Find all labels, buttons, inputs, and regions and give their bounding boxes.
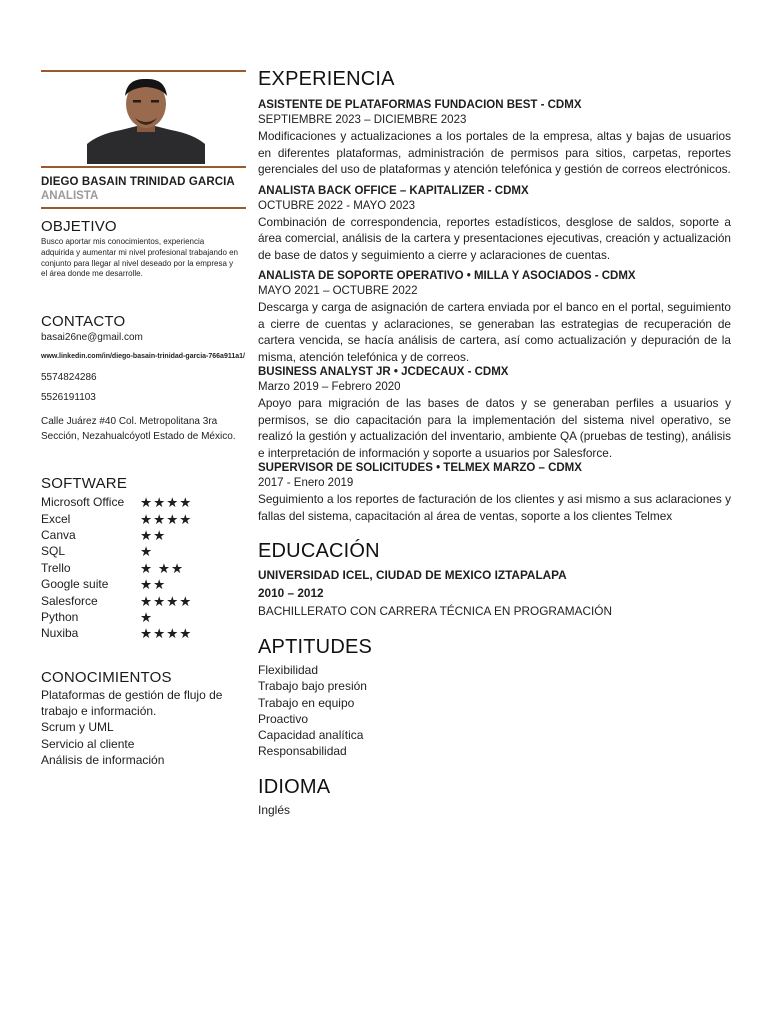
- list-item: Análisis de información: [41, 752, 165, 767]
- software-name: Python: [41, 609, 79, 624]
- list-item: Trabajo en equipo: [258, 695, 355, 710]
- software-name: SQL: [41, 544, 66, 559]
- educacion-section: [258, 538, 731, 620]
- job-description: Descarga y carga de asignación de cartera enviada por el banco en el portal, seguimiento a cierre de cuentas y aclaraciones, se generaban las estrategias de recuperación de cartera vencida, se hacía análisis de cartera, así como actualización y depuración de la misma, atención telefónica y de correos.: [258, 300, 731, 364]
- list-item: Capacidad analítica: [258, 728, 364, 743]
- star-rating-icon: ★★: [140, 577, 167, 593]
- contact-address: Calle Juárez #40 Col. Metropolitana 3ra Sección, Nezahualcóyotl Estado de México.: [41, 416, 236, 443]
- language-item: Inglés: [258, 802, 291, 817]
- conocimientos-heading: CONOCIMIENTOS: [41, 668, 172, 686]
- star-rating-icon: ★★★★: [140, 626, 193, 642]
- sidebar: [41, 70, 246, 768]
- idioma-heading: IDIOMA: [258, 775, 331, 798]
- list-item: Plataformas de gestión de flujo de trabajo e información.: [41, 687, 223, 718]
- software-name: Google suite: [41, 577, 109, 592]
- job-title: BUSINESS ANALYST JR • JCDECAUX - CDMX: [258, 366, 509, 378]
- objetivo-heading: OBJETIVO: [41, 218, 117, 235]
- education-degree: BACHILLERATO CON CARRERA TÉCNICA EN PROGRAMACIÓN: [258, 604, 612, 618]
- objetivo-text: Busco aportar mis conocimientos, experiencia adquirida y aumentar mi nivel profesional trabajando en conjunto para llegar al nivel deseado por la empresa y el área donde me desarrolle.: [41, 237, 239, 279]
- job-entry: [258, 98, 731, 178]
- software-item: [41, 593, 246, 609]
- software-item: [41, 527, 246, 543]
- software-name: Salesforce: [41, 593, 98, 608]
- aptitudes-section: [258, 634, 731, 760]
- photo-divider: [41, 166, 246, 168]
- education-dates: 2010 – 2012: [258, 586, 324, 600]
- software-item: [41, 576, 246, 592]
- main-content: [258, 66, 731, 818]
- contact-linkedin[interactable]: www.linkedin.com/in/diego-basain-trinidad-garcia-766a911a1/: [41, 353, 245, 361]
- software-name: Canva: [41, 527, 76, 542]
- software-name: Trello: [41, 560, 71, 575]
- job-dates: 2017 - Enero 2019: [258, 477, 354, 489]
- name-divider: [41, 207, 246, 209]
- list-item: Servicio al cliente: [41, 736, 135, 751]
- star-rating-icon: ★: [140, 609, 154, 625]
- star-rating-icon: ★★★★: [140, 593, 193, 609]
- experiencia-heading: EXPERIENCIA: [258, 68, 395, 90]
- job-entry: [258, 461, 731, 524]
- job-dates: SEPTIEMBRE 2023 – DICIEMBRE 2023: [258, 114, 467, 126]
- software-name: Nuxiba: [41, 626, 79, 641]
- job-description: Apoyo para migración de las bases de datos y se generaban perfiles a usuarios y permisos, se dio capacitación para la implementación del sistema nivel operativo, se realizó la gestión y actualización del inventario, ambiente QA (pruebas de testing), análisis e interpretación de información y soporte a usuarios por Salesforce.: [258, 396, 731, 460]
- profile-name: DIEGO BASAIN TRINIDAD GARCIA: [41, 176, 235, 188]
- software-name: Microsoft Office: [41, 495, 125, 510]
- star-rating-icon: ★ ★★: [140, 560, 185, 576]
- job-title: SUPERVISOR DE SOLICITUDES • TELMEX MARZO – CDMX: [258, 462, 582, 474]
- star-rating-icon: ★★★★: [140, 511, 193, 527]
- software-item: [41, 543, 246, 559]
- job-description: Modificaciones y actualizaciones a los portales de la empresa, altas y bajas de usuarios en diferentes plataformas, administración de permisos para sitios, carpetas, reportes gerenciales del uso de plataformas y atención telefónica y gestión de correos electrónicos.: [258, 129, 731, 176]
- software-item: [41, 625, 246, 641]
- list-item: Scrum y UML: [41, 720, 114, 735]
- job-dates: MAYO 2021 – OCTUBRE 2022: [258, 285, 418, 297]
- profile-role: ANALISTA: [41, 190, 99, 202]
- software-list: [41, 494, 246, 642]
- job-entry: [258, 365, 731, 461]
- software-item: [41, 511, 246, 527]
- list-item: Proactivo: [258, 711, 309, 726]
- star-rating-icon: ★: [140, 544, 154, 560]
- list-item: Responsabilidad: [258, 744, 347, 759]
- aptitudes-heading: APTITUDES: [258, 636, 373, 658]
- conocimientos-list: [41, 687, 246, 768]
- star-rating-icon: ★★★★: [140, 495, 193, 511]
- job-dates: Marzo 2019 – Febrero 2020: [258, 381, 401, 393]
- educacion-heading: EDUCACIÓN: [258, 540, 380, 562]
- job-title: ANALISTA DE SOPORTE OPERATIVO • MILLA Y ASOCIADOS - CDMX: [258, 270, 636, 282]
- star-rating-icon: ★★: [140, 527, 167, 543]
- profile-photo: [87, 78, 205, 164]
- idioma-section: [258, 774, 731, 818]
- photo-area: [41, 72, 246, 166]
- job-entry: [258, 184, 731, 264]
- software-item: [41, 609, 246, 625]
- list-item: Trabajo bajo presión: [258, 679, 367, 694]
- contact-phone-2: 5526191103: [41, 392, 96, 404]
- software-heading: SOFTWARE: [41, 475, 128, 493]
- software-item: [41, 560, 246, 576]
- contacto-heading: CONTACTO: [41, 313, 126, 331]
- job-description: Combinación de correspondencia, reportes estadísticos, desglose de saldos, soporte a área comercial, análisis de la cartera y presentaciones ejecutivas, creación y actualización de base de datos y seguimiento a cierre y aclaraciones de cuentas.: [258, 214, 731, 262]
- contact-phone-1: 5574824286: [41, 372, 97, 384]
- job-title: ASISTENTE DE PLATAFORMAS FUNDACION BEST - CDMX: [258, 99, 582, 111]
- list-item: Flexibilidad: [258, 663, 319, 677]
- job-title: ANALISTA BACK OFFICE – KAPITALIZER - CDMX: [258, 184, 529, 197]
- software-item: [41, 494, 246, 510]
- contact-email[interactable]: basai26ne@gmail.com: [41, 332, 143, 344]
- aptitudes-list: [258, 662, 731, 760]
- job-entry: [258, 269, 731, 365]
- software-name: Excel: [41, 511, 71, 526]
- job-description: Seguimiento a los reportes de facturación de los clientes y asi mismo a sus aclaraciones y fallas del sistema, capacitación al área de ventas, soporte a los clientes Telmex: [258, 492, 731, 523]
- job-dates: OCTUBRE 2022 - MAYO 2023: [258, 199, 416, 212]
- education-school: UNIVERSIDAD ICEL, CIUDAD DE MEXICO IZTAPALAPA: [258, 568, 567, 582]
